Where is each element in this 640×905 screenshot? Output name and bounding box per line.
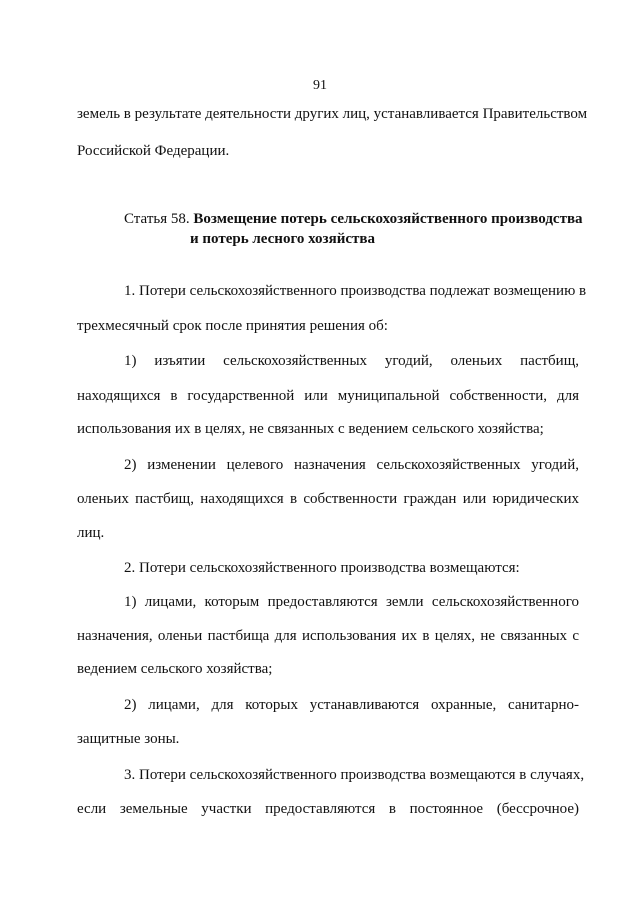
paragraph-line: находящихся в государственной или муниципальной собственности, для [77,388,579,404]
paragraph-line: лиц. [77,525,105,541]
paragraph-line: защитные зоны. [77,731,180,747]
paragraph-line: 1) лицами, которым предоставляются земли сельскохозяйственного [124,594,579,610]
paragraph-line: назначения, оленьи пастбища для использования их в целях, не связанных с [77,628,579,644]
text-line: земель в результате деятельности других лиц, устанавливается Правительством [77,106,588,122]
article-title-continued: и потерь лесного хозяйства [190,231,375,247]
paragraph-line: 1. Потери сельскохозяйственного производства подлежат возмещению в [124,283,587,299]
paragraph-line: если земельные участки предоставляются в постоянное (бессрочное) [77,801,579,817]
paragraph-line: 3. Потери сельскохозяйственного производства возмещаются в случаях, [124,767,585,783]
article-heading [124,209,583,229]
paragraph-line: 2) лицами, для которых устанавливаются охранные, санитарно- [124,697,579,713]
paragraph-line: трехмесячный срок после принятия решения об: [77,318,388,334]
paragraph-line: ведением сельского хозяйства; [77,661,273,677]
paragraph-line: использования их в целях, не связанных с ведением сельского хозяйства; [77,421,544,437]
article-title-line2 [190,229,375,249]
paragraph-line: 2. Потери сельскохозяйственного производства возмещаются: [124,560,520,576]
article-title: Возмещение потерь сельскохозяйственного производства [193,211,583,227]
page-number: 91 [313,78,327,93]
article-label: Статья 58. [124,211,190,227]
paragraph-line: 1) изъятии сельскохозяйственных угодий, оленьих пастбищ, [124,353,579,369]
text-line: Российской Федерации. [77,143,230,159]
paragraph-line: оленьих пастбищ, находящихся в собственности граждан или юридических [77,491,579,507]
paragraph-line: 2) изменении целевого назначения сельскохозяйственных угодий, [124,457,579,473]
